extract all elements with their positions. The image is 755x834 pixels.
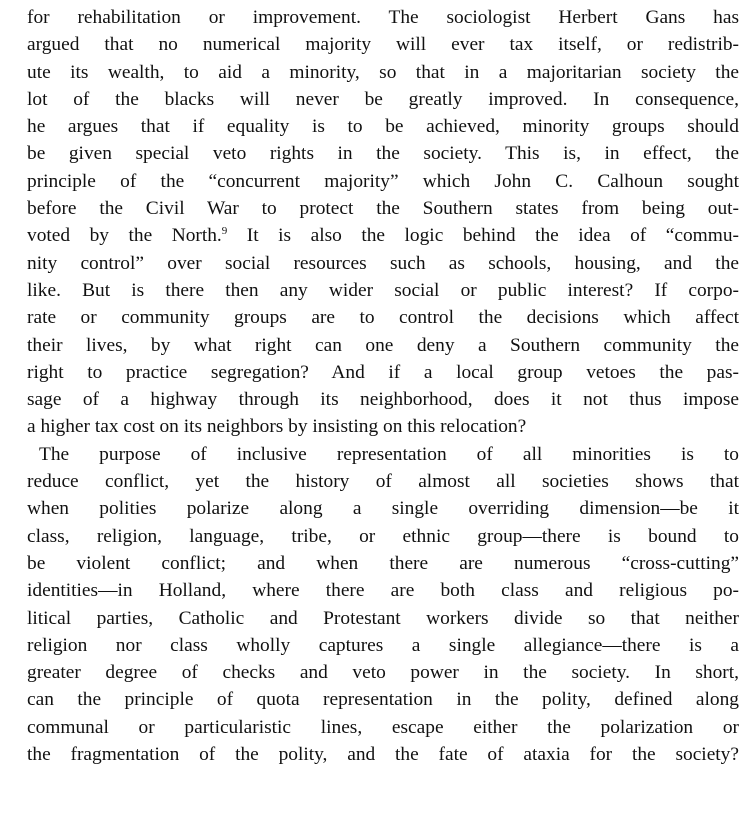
text-segment: It is also the logic behind the idea of “commu- (227, 225, 739, 247)
text-line: right to practice segregation? And if a local group vetoes the pas- (27, 361, 739, 383)
text-line: litical parties, Catholic and Protestant workers divide so that neither (27, 607, 739, 629)
text-line: ute its wealth, to aid a minority, so that in a majoritarian society the (27, 61, 739, 83)
text-line: identities—in Holland, where there are both class and religious po- (27, 580, 739, 602)
text-line: the fragmentation of the polity, and the fate of ataxia for the society? (27, 744, 739, 766)
text-line: when polities polarize along a single overriding dimension—be it (27, 498, 739, 520)
text-line: nity control” over social resources such as schools, housing, and the (27, 252, 739, 274)
text-line: reduce conflict, yet the history of almost all societies shows that (27, 471, 739, 493)
text-segment: voted by the North. (27, 225, 222, 247)
text-line: argued that no numerical majority will ever tax itself, or redistrib- (27, 34, 739, 56)
document-page (27, 4, 739, 768)
text-line: for rehabilitation or improvement. The sociologist Herbert Gans has (27, 7, 739, 28)
text-line: their lives, by what right can one deny a Southern community the (27, 334, 739, 356)
text-line: greater degree of checks and veto power in the society. In short, (27, 662, 739, 684)
text-line: a higher tax cost on its neighbors by insisting on this relocation? (27, 416, 527, 438)
footnote-marker: 9 (221, 225, 228, 238)
text-line (27, 222, 739, 249)
paragraph-1 (27, 4, 739, 441)
text-line: be violent conflict; and when there are numerous “cross-cutting” (27, 552, 739, 574)
text-line: class, religion, language, tribe, or ethnic group—there is bound to (27, 525, 739, 547)
text-line: religion nor class wholly captures a single allegiance—there is a (27, 634, 739, 656)
text-line: rate or community groups are to control the decisions which affect (27, 307, 739, 329)
text-line: before the Civil War to protect the Southern states from being out- (27, 198, 739, 220)
text-line: The purpose of inclusive representation of all minorities is to (39, 443, 739, 465)
text-line: sage of a highway through its neighborhood, does it not thus impose (27, 389, 739, 411)
paragraph-2 (27, 441, 739, 769)
text-line: like. But is there then any wider social or public interest? If corpo- (27, 279, 739, 301)
text-line: can the principle of quota representation in the polity, defined along (27, 689, 739, 711)
text-line: he argues that if equality is to be achieved, minority groups should (27, 116, 739, 138)
text-line: principle of the “concurrent majority” which John C. Calhoun sought (27, 170, 739, 192)
text-line: be given special veto rights in the society. This is, in effect, the (27, 143, 739, 165)
text-line: communal or particularistic lines, escape either the polarization or (27, 716, 739, 738)
text-line: lot of the blacks will never be greatly improved. In consequence, (27, 88, 739, 110)
